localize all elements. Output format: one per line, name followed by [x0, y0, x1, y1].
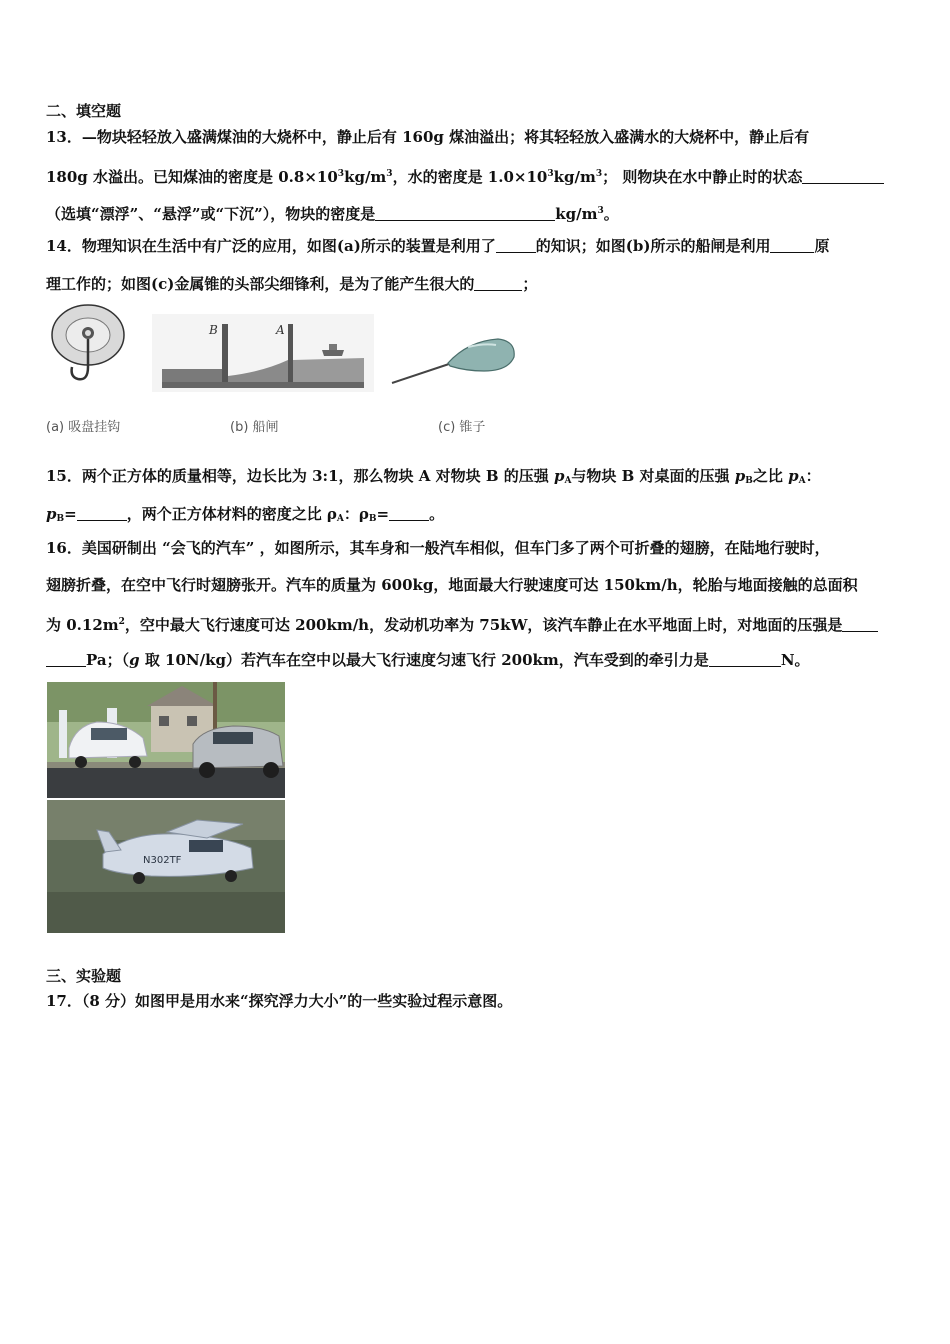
blank-pressure-a: [842, 617, 878, 632]
q13-line-2: 180g 水溢出。已知煤油的密度是 $0.8\times 10^3kg/m^3$，水的密度是 $1.0\times 10^3kg/m^3$； 则物块在水中静止时的状态: [46, 164, 884, 187]
blank-pressure-ratio: [77, 506, 127, 521]
flying-car-photo: [47, 682, 285, 933]
q13-line-1: 13．—物块轻轻放入盛满煤油的大烧杯中，静止后有 160g 煤油溢出；将其轻轻放入盛满水的大烧杯中，静止后有: [46, 128, 810, 146]
blank-density-ratio: [389, 506, 429, 521]
q14-line-2: 理工作的；如图(c)金属锥的头部尖细锋利，是为了能产生很大的 ；: [46, 275, 538, 293]
caption-b: (b) 船闸: [230, 420, 279, 435]
caption-c: (c) 锥子: [438, 420, 486, 435]
q15-line-1: 15．两个正方体的质量相等，边长比为 3:1，那么物块 A 对物块 B 的压强 $p_A$与物块 B 对桌面的压强 $p_B$之比 $p_A$：: [46, 467, 821, 486]
blank-density: [375, 206, 555, 221]
blank-state: [802, 169, 884, 184]
section-2-title: 二、填空题: [46, 102, 122, 120]
blank-traction: [709, 652, 781, 667]
svg-text:N302TF: N302TF: [143, 855, 182, 866]
q17-line-1: 17．（8 分）如图甲是用水来“探究浮力大小”的一些实验过程示意图。: [46, 992, 513, 1010]
q16-line-1: 16．美国研制出 “会飞的汽车” ，如图所示，其车身和一般汽车相似，但车门多了两个可折叠的翅膀，在陆地行驶时，: [46, 539, 830, 557]
q15-line-2: $p_B=$ ，两个正方体材料的密度之比 $\rho_A$：$\rho_B=$ 。: [46, 505, 445, 524]
blank-a: [496, 238, 536, 253]
blank-pressure-b: [46, 652, 86, 667]
svg-text:A: A: [276, 323, 285, 337]
blank-b: [770, 238, 814, 253]
q16-line-2: 翅膀折叠，在空中飞行时翅膀张开。汽车的质量为 600kg，地面最大行驶速度可达 150km/h，轮胎与地面接触的总面积: [46, 576, 858, 594]
q13-line-3: （选填“漂浮”、“悬浮”或“下沉”），物块的密度是 $kg/m^3$。: [46, 205, 619, 223]
awl-figure: [388, 333, 518, 389]
q16-line-4: Pa；（g 取 10N/kg）若汽车在空中以最大飞行速度匀速飞行 200km，汽车受到的牵引力是 N。: [46, 650, 810, 670]
section-3-title: 三、实验题: [46, 967, 122, 985]
svg-text:B: B: [209, 323, 218, 337]
ship-lock-figure: [152, 314, 374, 392]
suction-hook-figure: [50, 303, 130, 393]
blank-c: [474, 276, 522, 291]
caption-a: (a) 吸盘挂钩: [46, 420, 121, 435]
q16-line-3: 为 $0.12m^2$，空中最大飞行速度可达 200km/h，发动机功率为 75kW，该汽车静止在水平地面上时，对地面的压强是: [46, 612, 878, 635]
q14-line-1: 14．物理知识在生活中有广泛的应用，如图(a)所示的装置是利用了 的知识；如图(b)所示的船闸是利用 原: [46, 237, 830, 255]
